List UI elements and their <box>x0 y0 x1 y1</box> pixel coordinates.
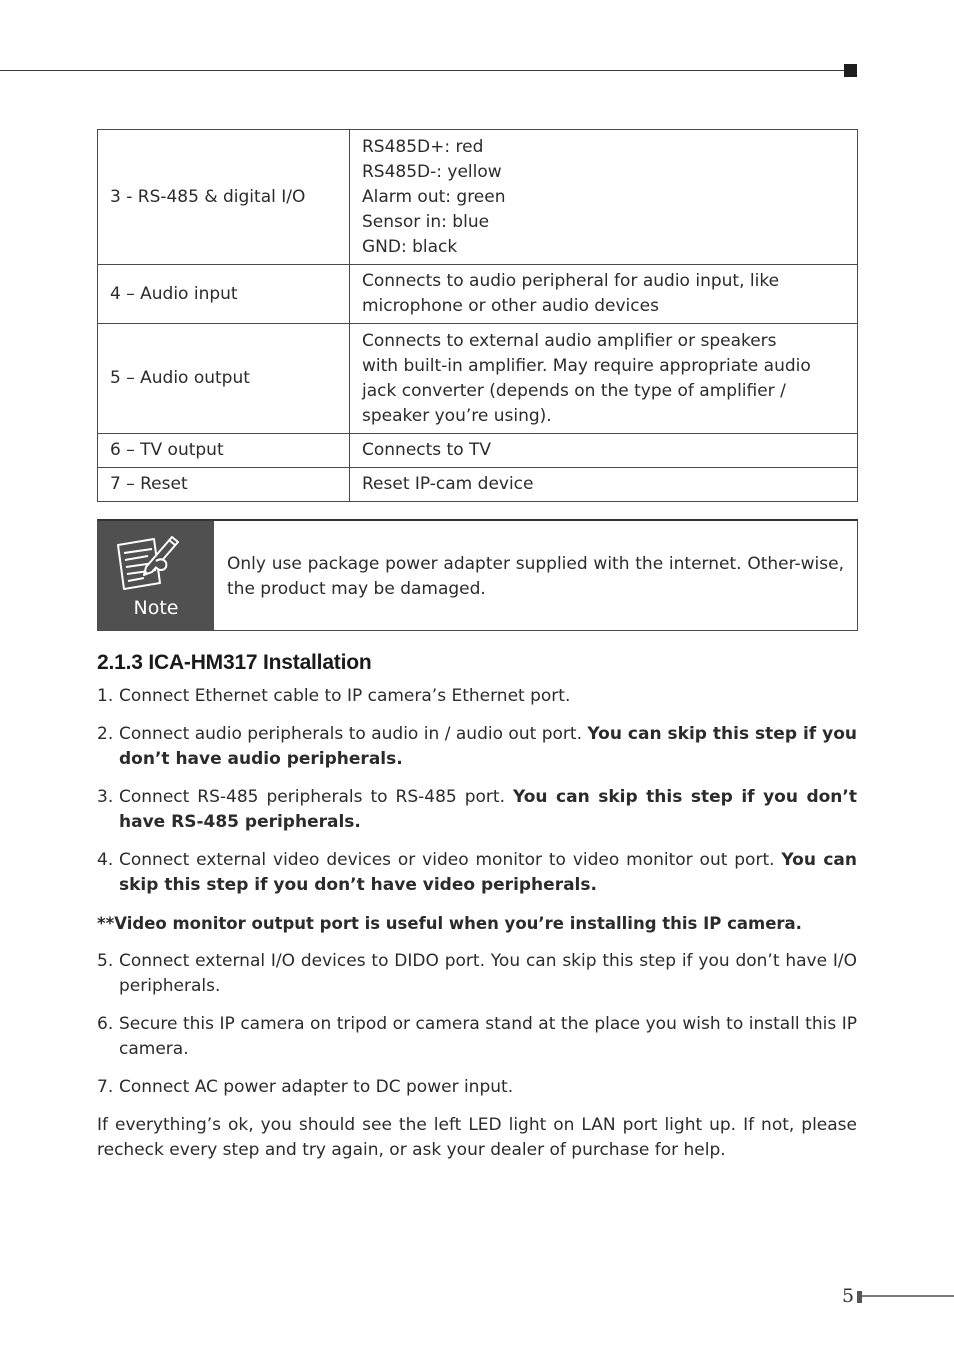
table-row <box>98 468 858 502</box>
list-item <box>97 684 857 709</box>
step-text: Secure this IP camera on tripod or camera stand at the place you wish to install this IP camera. <box>119 1014 857 1059</box>
footer-marker <box>857 1291 862 1303</box>
closing-paragraph: If everything’s ok, you should see the left LED light on LAN port light up. If not, please recheck every step and try again, or ask your dealer of purchase for help. <box>97 1115 857 1160</box>
description-line: speaker you’re using). <box>362 405 552 426</box>
step-number: 4. <box>97 850 114 870</box>
table-cell-label: 4 – Audio input <box>98 265 350 324</box>
step-bold-text: You can skip this step if you don’t have audio peripherals. <box>119 724 857 769</box>
description-line: GND: black <box>362 236 458 257</box>
list-item <box>97 848 857 898</box>
step-number: 7. <box>97 1077 114 1097</box>
table-cell-label: 7 – Reset <box>98 468 350 502</box>
footer-rule <box>862 1295 954 1297</box>
note-box <box>97 519 858 631</box>
step-text: Connect external I/O devices to DIDO port. You can skip this step if you don’t have I/O peripherals. <box>119 951 857 996</box>
list-item <box>97 722 857 772</box>
header-square-marker <box>844 64 857 77</box>
step-number: 5. <box>97 951 114 971</box>
table-row <box>98 130 858 265</box>
connector-table <box>97 129 858 502</box>
description-line: Connects to external audio amplifier or speakers <box>362 330 777 351</box>
step-number: 2. <box>97 724 114 744</box>
table-cell-description <box>350 468 858 502</box>
table-cell-description <box>350 324 858 434</box>
description-line: Alarm out: green <box>362 186 506 207</box>
table-row <box>98 434 858 468</box>
table-cell-description <box>350 130 858 265</box>
step-bold-text: You can skip this step if you don’t have video peripherals. <box>119 850 857 895</box>
step-text: Connect audio peripherals to audio in / audio out port. <box>119 724 588 744</box>
table-cell-description <box>350 265 858 324</box>
table-cell-label: 6 – TV output <box>98 434 350 468</box>
table-row <box>98 324 858 434</box>
section-heading: 2.1.3 ICA-HM317 Installation <box>97 651 372 674</box>
note-pencil-icon <box>114 531 182 597</box>
table-cell-label: 3 - RS-485 & digital I/O <box>98 130 350 265</box>
header-rule <box>0 70 846 71</box>
table-row <box>98 265 858 324</box>
table-cell-description <box>350 434 858 468</box>
description-line: RS485D+: red <box>362 136 484 157</box>
emphasis-note: **Video monitor output port is useful when you’re installing this IP camera. <box>97 914 802 933</box>
note-label: Note <box>133 597 179 619</box>
step-number: 6. <box>97 1014 114 1034</box>
list-item <box>97 785 857 835</box>
step-text: Connect AC power adapter to DC power input. <box>119 1077 514 1097</box>
description-line: Sensor in: blue <box>362 211 490 232</box>
description-line: Connects to TV <box>362 440 492 460</box>
step-number: 1. <box>97 686 114 706</box>
description-line: microphone or other audio devices <box>362 296 659 316</box>
list-item <box>97 1075 857 1100</box>
page-number: 5 <box>842 1285 855 1307</box>
description-line: with built-in amplifier. May require appropriate audio <box>362 355 811 376</box>
step-text: Connect external video devices or video monitor to video monitor out port. <box>119 850 782 870</box>
description-line: RS485D-: yellow <box>362 161 502 182</box>
description-line: Reset IP-cam device <box>362 474 534 494</box>
list-item <box>97 1012 857 1062</box>
description-line: Connects to audio peripheral for audio input, like <box>362 271 780 291</box>
table-cell-label: 5 – Audio output <box>98 324 350 434</box>
step-bold-text: You can skip this step if you don’t have RS-485 peripherals. <box>119 787 857 832</box>
step-number: 3. <box>97 787 114 807</box>
step-text: Connect RS-485 peripherals to RS-485 port. <box>119 787 513 807</box>
step-text: Connect Ethernet cable to IP camera’s Ethernet port. <box>119 686 571 706</box>
note-text: Only use package power adapter supplied with the internet. Other-wise, the product may be damaged. <box>227 554 844 599</box>
list-item <box>97 949 857 999</box>
note-sidebar <box>98 521 214 630</box>
description-line: jack converter (depends on the type of amplifier / <box>362 380 786 401</box>
